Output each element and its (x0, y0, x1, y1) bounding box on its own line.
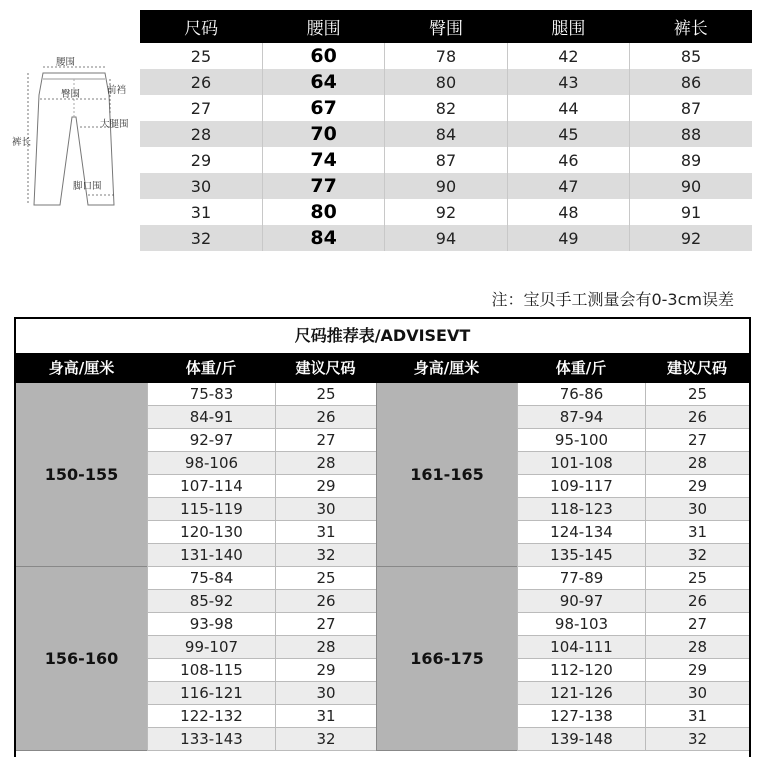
recommend-group (16, 567, 749, 751)
weight-range: 133-143 (147, 728, 275, 751)
header-length: 裤长 (630, 10, 752, 43)
weight-range: 122-132 (147, 705, 275, 728)
size-table-row (140, 69, 752, 95)
suggested-size: 26 (645, 590, 749, 613)
recommend-row (517, 521, 749, 544)
weight-range: 75-83 (147, 383, 275, 406)
recommend-row (517, 452, 749, 475)
cell-hip: 92 (385, 199, 507, 225)
suggested-size: 26 (275, 406, 376, 429)
weight-range: 77-89 (517, 567, 645, 590)
pants-diagram (10, 55, 140, 215)
recommend-row (147, 567, 376, 590)
weight-range: 135-145 (517, 544, 645, 567)
weight-range: 124-134 (517, 521, 645, 544)
weight-range: 76-86 (517, 383, 645, 406)
cell-thigh: 42 (507, 43, 629, 69)
height-range-right: 166-175 (376, 567, 517, 751)
suggested-size: 30 (275, 498, 376, 521)
cell-thigh: 45 (507, 121, 629, 147)
cell-waist: 70 (262, 121, 384, 147)
weight-range: 95-100 (517, 429, 645, 452)
recommend-row (147, 521, 376, 544)
recommend-row (147, 406, 376, 429)
recommend-row (147, 498, 376, 521)
weight-range: 116-121 (147, 682, 275, 705)
suggested-size: 27 (275, 429, 376, 452)
suggested-size: 28 (645, 636, 749, 659)
cell-hip: 94 (385, 225, 507, 251)
recommend-row (147, 613, 376, 636)
cell-size: 26 (140, 69, 262, 95)
recommend-row (517, 429, 749, 452)
weight-range: 101-108 (517, 452, 645, 475)
cell-length: 90 (630, 173, 752, 199)
recommend-row (517, 498, 749, 521)
cell-length: 89 (630, 147, 752, 173)
label-hem: 脚口围 (73, 181, 102, 192)
suggested-size: 29 (645, 475, 749, 498)
cell-size: 30 (140, 173, 262, 199)
recommend-row (517, 682, 749, 705)
cell-hip: 80 (385, 69, 507, 95)
recommend-row (147, 682, 376, 705)
suggested-size: 29 (645, 659, 749, 682)
size-table-header (140, 10, 752, 43)
suggested-size: 25 (275, 383, 376, 406)
size-table-row (140, 43, 752, 69)
recommend-row (517, 544, 749, 567)
size-table-row (140, 121, 752, 147)
suggested-size: 29 (275, 475, 376, 498)
suggested-size: 29 (275, 659, 376, 682)
suggested-size: 28 (645, 452, 749, 475)
suggested-size: 28 (275, 636, 376, 659)
weight-range: 92-97 (147, 429, 275, 452)
suggested-size: 31 (645, 521, 749, 544)
header-weight-left: 体重/斤 (185, 359, 237, 377)
size-table-row (140, 199, 752, 225)
recommend-row (517, 383, 749, 406)
cell-length: 86 (630, 69, 752, 95)
weight-range: 93-98 (147, 613, 275, 636)
weight-range: 120-130 (147, 521, 275, 544)
weight-range: 115-119 (147, 498, 275, 521)
cell-thigh: 47 (507, 173, 629, 199)
recommend-title: 尺码推荐表/ADVISEVT (16, 319, 749, 353)
cell-length: 87 (630, 95, 752, 121)
suggested-size: 30 (275, 682, 376, 705)
suggested-size: 30 (645, 498, 749, 521)
recommend-row (517, 613, 749, 636)
cell-length: 85 (630, 43, 752, 69)
header-height-left: 身高/厘米 (48, 359, 115, 377)
header-hip: 臀围 (385, 10, 507, 43)
recommend-row (517, 659, 749, 682)
weight-range: 84-91 (147, 406, 275, 429)
suggested-size: 31 (275, 521, 376, 544)
cell-hip: 82 (385, 95, 507, 121)
weight-range: 98-103 (517, 613, 645, 636)
label-hip: 臀围 (61, 89, 81, 100)
cell-waist: 80 (262, 199, 384, 225)
suggested-size: 32 (645, 544, 749, 567)
cell-length: 91 (630, 199, 752, 225)
recommend-row (517, 406, 749, 429)
size-recommendation-table (14, 317, 751, 757)
cell-thigh: 48 (507, 199, 629, 225)
cell-length: 92 (630, 225, 752, 251)
weight-range: 107-114 (147, 475, 275, 498)
recommend-row (517, 728, 749, 751)
recommend-row (517, 475, 749, 498)
suggested-size: 32 (275, 544, 376, 567)
header-thigh: 腿围 (507, 10, 629, 43)
height-range-right: 161-165 (376, 383, 517, 567)
cell-thigh: 44 (507, 95, 629, 121)
recommend-row (147, 590, 376, 613)
weight-range: 104-111 (517, 636, 645, 659)
suggested-size: 25 (275, 567, 376, 590)
cell-hip: 87 (385, 147, 507, 173)
header-size-left: 建议尺码 (295, 359, 356, 377)
height-range-left: 150-155 (16, 383, 147, 567)
recommend-row (147, 475, 376, 498)
cell-waist: 74 (262, 147, 384, 173)
cell-thigh: 49 (507, 225, 629, 251)
suggested-size: 25 (645, 567, 749, 590)
weight-range: 90-97 (517, 590, 645, 613)
recommend-row (147, 728, 376, 751)
weight-range: 131-140 (147, 544, 275, 567)
cell-size: 29 (190, 150, 212, 170)
weight-range: 85-92 (147, 590, 275, 613)
weight-range: 118-123 (517, 498, 645, 521)
cell-hip: 90 (385, 173, 507, 199)
label-length: 裤长 (12, 137, 32, 148)
size-table-row (140, 173, 752, 199)
recommend-row (517, 590, 749, 613)
label-waist: 腰围 (56, 57, 76, 68)
recommend-row (147, 636, 376, 659)
recommend-row (147, 383, 376, 406)
suggested-size: 25 (645, 383, 749, 406)
size-table-row (140, 147, 752, 173)
weight-range: 98-106 (147, 452, 275, 475)
recommend-row (147, 544, 376, 567)
recommend-group (16, 383, 749, 567)
header-weight-right: 体重/斤 (555, 359, 607, 377)
cell-waist: 64 (262, 69, 384, 95)
recommend-row (147, 429, 376, 452)
cell-size: 31 (190, 202, 212, 222)
recommend-row (147, 452, 376, 475)
size-table-row (140, 95, 752, 121)
suggested-size: 31 (275, 705, 376, 728)
height-range-left: 156-160 (16, 567, 147, 751)
suggested-size: 31 (645, 705, 749, 728)
label-thigh: 大腿围 (100, 119, 129, 130)
cell-hip: 78 (385, 43, 507, 69)
suggested-size: 27 (275, 613, 376, 636)
suggested-size: 32 (275, 728, 376, 751)
header-height-right: 身高/厘米 (413, 359, 480, 377)
size-table-row (140, 225, 752, 251)
cell-size: 25 (190, 46, 212, 66)
recommend-row (147, 659, 376, 682)
header-waist: 腰围 (262, 10, 384, 43)
cell-length: 88 (630, 121, 752, 147)
cell-size: 28 (140, 121, 262, 147)
weight-range: 99-107 (147, 636, 275, 659)
recommend-row (147, 705, 376, 728)
suggested-size: 26 (645, 406, 749, 429)
cell-size: 32 (140, 225, 262, 251)
suggested-size: 30 (645, 682, 749, 705)
weight-range: 121-126 (517, 682, 645, 705)
label-front-rise: 前裆 (107, 85, 127, 96)
header-size: 尺码 (140, 10, 262, 43)
recommend-row (517, 705, 749, 728)
recommend-header (16, 353, 749, 383)
suggested-size: 27 (645, 429, 749, 452)
recommend-row (517, 636, 749, 659)
cell-waist: 67 (262, 95, 384, 121)
cell-waist: 60 (262, 43, 384, 69)
suggested-size: 26 (275, 590, 376, 613)
weight-range: 108-115 (147, 659, 275, 682)
suggested-size: 28 (275, 452, 376, 475)
weight-range: 112-120 (517, 659, 645, 682)
cell-waist: 84 (262, 225, 384, 251)
suggested-size: 32 (645, 728, 749, 751)
weight-range: 75-84 (147, 567, 275, 590)
measurement-note: 注：宝贝手工测量会有0-3cm误差 (491, 290, 734, 309)
weight-range: 87-94 (517, 406, 645, 429)
weight-range: 109-117 (517, 475, 645, 498)
cell-hip: 84 (385, 121, 507, 147)
cell-thigh: 43 (507, 69, 629, 95)
weight-range: 127-138 (517, 705, 645, 728)
recommend-row (517, 567, 749, 590)
size-table (140, 10, 752, 251)
cell-thigh: 46 (507, 147, 629, 173)
cell-waist: 77 (262, 173, 384, 199)
suggested-size: 27 (645, 613, 749, 636)
header-size-right: 建议尺码 (666, 359, 727, 377)
cell-size: 27 (190, 98, 212, 118)
weight-range: 139-148 (517, 728, 645, 751)
